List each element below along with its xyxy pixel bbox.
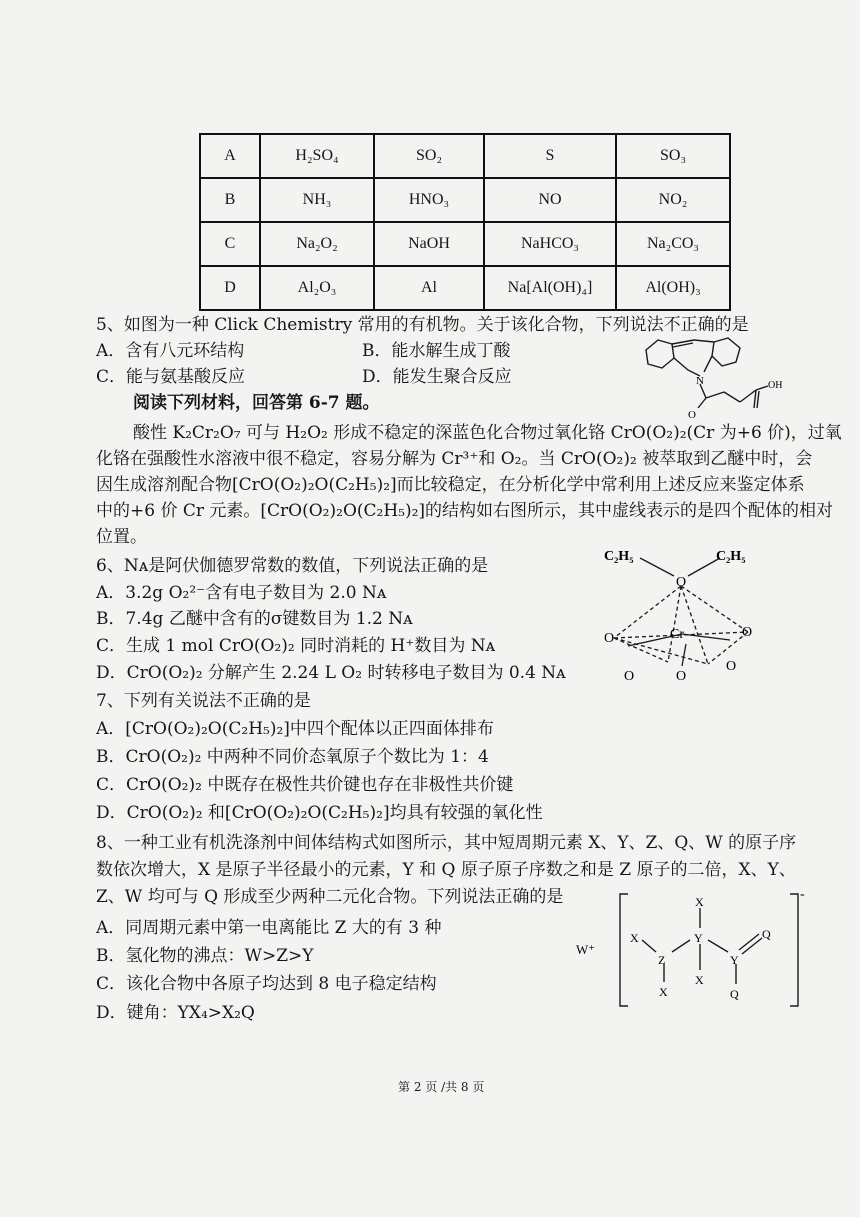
mol-oh-label: OH [768,380,783,391]
table-cell: Na₂CO₃ [616,222,730,266]
table-row [200,178,730,222]
table-cell: Na₂O₂ [260,222,374,266]
peroxo-o4-label: O [726,659,737,674]
q6-stem: 6、Nᴀ是阿伏伽德罗常数的数值，下列说法正确的是 [96,556,489,576]
x-top-label: X [695,895,704,909]
peroxo-o2-label: O [624,669,635,684]
options-table [199,133,731,311]
table-cell: SO₂ [374,134,484,178]
mol-o-label: O [688,409,696,420]
chromium-label: Cr [670,627,684,642]
table-cell: NO₂ [616,178,730,222]
reading-line-3: 因生成溶剂配合物[CrO(O₂)₂O(C₂H₅)₂]而比较稳定，在分析化学中常利用上述反应来鉴定体系 [96,475,805,495]
w-cation-label: W⁺ [576,942,596,957]
peroxo-o3-label: O [742,625,753,640]
q5-option-b: B．能水解生成丁酸 [362,341,511,361]
ethyl-right-label: C₂H₅ [716,549,746,564]
ether-oxygen-label: O [676,575,687,590]
x-bottom-left-label: X [659,985,668,999]
table-cell: Al [374,266,484,310]
q5-stem: 5、如图为一种 Click Chemistry 常用的有机物。关于该化合物，下列说法不正确的是 [96,315,749,335]
table-option-letter: D [200,266,260,310]
y-center-label: Y [694,931,703,945]
table-cell: NaOH [374,222,484,266]
q7-option-b: B．CrO(O₂)₂ 中两种不同价态氧原子个数比为 1：4 [96,747,489,767]
anion-charge-label: - [800,888,805,902]
table-row [200,134,730,178]
table-cell: SO₃ [616,134,730,178]
peroxo-o1-label: O [604,631,615,646]
oxo-o-label: O [676,669,687,684]
table-cell: Al₂O₃ [260,266,374,310]
q7-option-d: D．CrO(O₂)₂ 和[CrO(O₂)₂O(C₂H₅)₂]均具有较强的氧化性 [96,803,543,823]
reading-intro: 阅读下列材料，回答第 6-7 题。 [133,393,380,413]
q5-option-d: D．能发生聚合反应 [362,367,512,387]
table-cell: HNO₃ [374,178,484,222]
q8-line-1: 8、一种工业有机洗涤剂中间体结构式如图所示，其中短周期元素 X、Y、Z、Q、W 的原子序 [96,833,797,853]
q6-option-b: B．7.4g 乙醚中含有的σ键数目为 1.2 Nᴀ [96,609,413,629]
table-row [200,266,730,310]
q8-structure-diagram [576,888,816,1018]
q5-molecule-diagram [636,328,786,420]
table-option-letter: C [200,222,260,266]
table-cell: Al(OH)₃ [616,266,730,310]
q8-option-a: A．同周期元素中第一电离能比 Z 大的有 3 种 [96,918,442,938]
x-bottom-center-label: X [695,973,704,987]
q5-option-c: C．能与氨基酸反应 [96,367,246,387]
x-left-label: X [630,931,639,945]
reading-line-4: 中的+6 价 Cr 元素。[CrO(O₂)₂O(C₂H₅)₂]的结构如右图所示，其中虚线表示的是四个配体的相对 [96,501,834,521]
table-cell: H₂SO₄ [260,134,374,178]
q6-option-c: C．生成 1 mol CrO(O₂)₂ 同时消耗的 H⁺数目为 Nᴀ [96,636,496,656]
y-right-label: Y [730,953,739,967]
q8-option-c: C．该化合物中各原子均达到 8 电子稳定结构 [96,974,437,994]
q-double-label: Q [762,927,771,941]
q8-line-3: Z、W 均可与 Q 形成至少两种二元化合物。下列说法正确的是 [96,887,564,907]
table-cell: Na[Al(OH)₄] [484,266,616,310]
q-bottom-label: Q [730,987,739,1001]
reading-line-2: 化铬在强酸性水溶液中很不稳定，容易分解为 Cr³⁺和 O₂。当 CrO(O₂)₂ 被萃取到乙醚中时，会 [96,449,813,469]
q7-stem: 7、下列有关说法不正确的是 [96,691,311,711]
cr-complex-diagram [598,536,768,686]
reading-line-1: 酸性 K₂Cr₂O₇ 可与 H₂O₂ 形成不稳定的深蓝色化合物过氧化铬 CrO(O₂)₂(Cr 为+6 价)，过氧 [133,423,842,443]
q6-option-a: A．3.2g O₂²⁻含有电子数目为 2.0 Nᴀ [96,583,387,603]
table-row [200,222,730,266]
table-cell: NO [484,178,616,222]
table-option-letter: B [200,178,260,222]
q7-option-a: A．[CrO(O₂)₂O(C₂H₅)₂]中四个配体以正四面体排布 [96,719,494,739]
page-footer: 第 2 页 /共 8 页 [398,1080,485,1094]
q7-option-c: C．CrO(O₂)₂ 中既存在极性共价键也存在非极性共价键 [96,775,514,795]
table-cell: S [484,134,616,178]
q8-option-d: D．键角：YX₄>X₂Q [96,1003,255,1023]
reading-line-5: 位置。 [96,527,147,547]
q8-option-b: B．氢化物的沸点：W>Z>Y [96,946,314,966]
q8-line-2: 数依次增大，X 是原子半径最小的元素，Y 和 Q 原子原子序数之和是 Z 原子的二倍，X、Y、 [96,860,796,880]
q6-option-d: D．CrO(O₂)₂ 分解产生 2.24 L O₂ 时转移电子数目为 0.4 Nᴀ [96,663,566,683]
table-option-letter: A [200,134,260,178]
table-cell: NH₃ [260,178,374,222]
q5-option-a: A．含有八元环结构 [96,341,245,361]
ethyl-left-label: C₂H₅ [604,549,634,564]
mol-n-label: N [696,375,704,387]
z-label: Z [658,953,666,967]
table-cell: NaHCO₃ [484,222,616,266]
